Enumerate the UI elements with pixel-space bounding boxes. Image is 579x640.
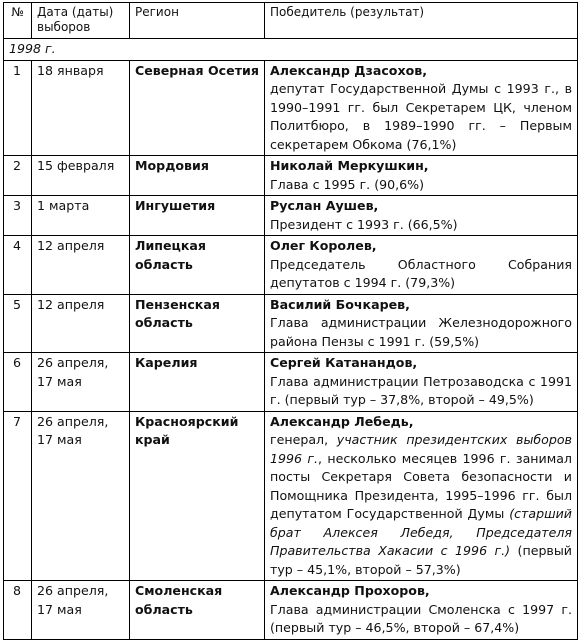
- election-date: 26 апреля, 17 мая: [32, 353, 130, 412]
- winner-cell: [265, 156, 578, 196]
- winner-detail: [270, 601, 572, 638]
- table-row: [4, 411, 578, 581]
- detail-text: Председатель Областного Собрания депутатов с 1994 г. (79,3%): [270, 256, 572, 290]
- winner-cell: [265, 411, 578, 581]
- table-header-row: [4, 3, 578, 39]
- detail-text: Глава администрации Смоленска с 1997 г. (первый тур – 46,5%, второй – 67,4%): [270, 601, 572, 635]
- winner-cell: [265, 353, 578, 412]
- winner-cell: [265, 196, 578, 236]
- winner-name: Олег Королев,: [270, 238, 377, 253]
- winner-cell: [265, 294, 578, 353]
- winner-detail: [270, 314, 572, 351]
- detail-text: , несколько месяцев 1996 г. занимал посты Секретаря Совета безопасности и Помощника Президента, 1995–1996 гг. был депутатом Государственной Думы: [270, 450, 572, 521]
- winner-detail: [270, 176, 572, 195]
- winner-name: Руслан Аушев,: [270, 198, 379, 213]
- winner-name: Николай Меркушкин,: [270, 158, 429, 173]
- row-number: 7: [4, 411, 32, 581]
- election-date: 1 марта: [32, 196, 130, 236]
- election-date: 12 апреля: [32, 294, 130, 353]
- table-body: [4, 39, 578, 640]
- election-date: 15 февраля: [32, 156, 130, 196]
- election-date: 18 января: [32, 60, 130, 156]
- winner-cell: [265, 236, 578, 295]
- detail-text: (первый тур – 45,1%, второй – 57,3%): [270, 543, 572, 577]
- table-row: [4, 196, 578, 236]
- row-number: 6: [4, 353, 32, 412]
- elections-table: [3, 2, 578, 640]
- region-name: Карелия: [130, 353, 265, 412]
- winner-detail: [270, 256, 572, 293]
- year-row: [4, 39, 578, 61]
- row-number: 1: [4, 60, 32, 156]
- detail-text: Глава администрации Петрозаводска с 1991 г. (первый тур – 37,8%, второй – 49,5%): [270, 373, 572, 407]
- winner-name: Александр Дзасохов,: [270, 62, 427, 78]
- row-number: 5: [4, 294, 32, 353]
- winner-name: Василий Бочкарев,: [270, 296, 410, 312]
- header-winner: Победитель (результат): [265, 3, 578, 39]
- region-name: Мордовия: [130, 156, 265, 196]
- winner-detail: [270, 431, 572, 579]
- winner-detail: [270, 216, 572, 235]
- election-date: 26 апреля, 17 мая: [32, 411, 130, 581]
- detail-italic-text: (старший брат Алексея Лебедя, Председателя Правительства Хакасии с 1996 г.): [270, 506, 572, 558]
- winner-detail: [270, 373, 572, 410]
- detail-text: генерал,: [270, 432, 337, 447]
- winner-cell: [265, 60, 578, 156]
- region-name: Смоленская область: [130, 581, 265, 640]
- table-row: [4, 156, 578, 196]
- row-number: 8: [4, 581, 32, 640]
- detail-text: Глава с 1995 г. (90,6%): [270, 176, 425, 192]
- detail-text: Президент с 1993 г. (66,5%): [270, 216, 458, 232]
- table-row: [4, 60, 578, 156]
- region-name: Ингушетия: [130, 196, 265, 236]
- year-label: 1998 г.: [4, 39, 578, 61]
- region-name: Северная Осетия: [130, 60, 265, 156]
- region-name: Красноярский край: [130, 411, 265, 581]
- winner-name: Сергей Катанандов,: [270, 355, 418, 370]
- row-number: 2: [4, 156, 32, 196]
- row-number: 3: [4, 196, 32, 236]
- detail-text: депутат Государственной Думы с 1993 г., в 1990–1991 гг. был Секретарем ЦК, членом Политбюро, в 1989–1990 гг. – Первым секретарем Обкома (76,1%): [270, 81, 572, 152]
- header-region: Регион: [130, 3, 265, 39]
- region-name: Пензенская область: [130, 294, 265, 353]
- header-date: Дата (даты) выборов: [32, 3, 130, 39]
- region-name: Липецкая область: [130, 236, 265, 295]
- detail-italic-text: участник президентских выборов 1996 г.: [270, 432, 572, 466]
- election-date: 12 апреля: [32, 236, 130, 295]
- table-row: [4, 294, 578, 353]
- row-number: 4: [4, 236, 32, 295]
- winner-detail: [270, 80, 572, 154]
- table-row: [4, 236, 578, 295]
- election-date: 26 апреля, 17 мая: [32, 581, 130, 640]
- winner-name: Александр Прохоров,: [270, 583, 430, 598]
- header-number: №: [4, 3, 32, 39]
- table-row: [4, 353, 578, 412]
- detail-text: Глава администрации Железнодорожного района Пензы с 1991 г. (59,5%): [270, 315, 572, 349]
- winner-name: Александр Лебедь,: [270, 413, 414, 429]
